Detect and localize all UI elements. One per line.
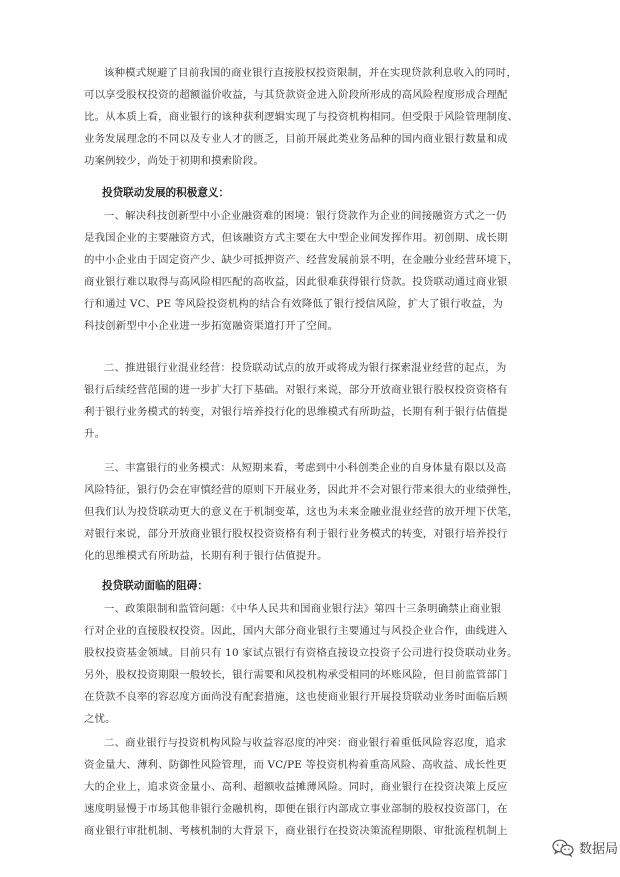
paragraph-line: 的中小企业由于固定资产少、缺少可抵押资产、经营发展前景不明，在金融分业经营环境下， [84, 254, 519, 266]
paragraph-line: 化的思维模式有所助益，长期有利于银行估值提升。 [84, 550, 328, 562]
paragraph-line: 商业银行审批机制、考核机制的大背景下，商业银行在投资决策流程期限、审批流程机制上 [84, 825, 508, 837]
paragraph-line: 行和通过 VC、PE 等风险投资机构的结合有效降低了银行授信风险，扩大了银行收益，为 [84, 298, 504, 310]
paragraph-line: 行对企业的直接股权投资。因此，国内大部分商业银行主要通过与风投企业合作，曲线进入 [84, 625, 508, 637]
paragraph-line: 三、丰富银行的业务模式：从短期来看，考虑到中小科创类企业的自身体量有限以及高 [104, 462, 507, 474]
paragraph-line: 速度明显慢于市场其他非银行金融机构，即便在银行内部成立事业部制的股权投资部门，在 [84, 803, 508, 815]
paragraph-line: 利于银行业务模式的转变，对银行培养投行化的思维模式有所助益，长期有利于银行估值提 [84, 406, 508, 418]
paragraph-3 [84, 357, 508, 445]
section-heading-benefits: 投贷联动发展的积极意义： [102, 187, 230, 199]
paragraph-line: 是我国企业的主要融资方式，但该融资方式主要在大中型企业间发挥作用。初创期、成长期 [84, 232, 508, 244]
paragraph-line: 二、推进银行业混业经营：投贷联动试点的放开或将成为银行探索混业经营的起点，为 [104, 362, 507, 374]
paragraph-line: 该种模式规避了目前我国的商业银行直接股权投资限制，并在实现贷款利息收入的同时， [104, 67, 518, 79]
paragraph-line: 可以享受股权投资的超额溢价收益，与其贷款资金进入阶段所形成的高风险程度形成合理配 [84, 89, 508, 101]
paragraph-2 [84, 205, 518, 337]
paragraph-line: 业务发展理念的不同以及专业人才的匮乏，目前开展此类业务品种的国内商业银行数量和成 [84, 133, 508, 145]
paragraph-line: 功案例较少，尚处于初期和摸索阶段。 [84, 155, 265, 167]
paragraph-5 [84, 598, 518, 730]
paragraph-line: 银行后续经营范围的进一步扩大打下基础。对银行来说，部分开放商业银行股权投资资格有 [84, 384, 508, 396]
paragraph-line: 在贷款不良率的容忍度方面尚没有配套措施，这也使商业银行开展投贷联动业务时面临后顾 [84, 691, 508, 703]
paragraph-line: 股权投资基金领域。目前只有 10 家试点银行有资格直接设立投资子公司进行投贷联动业务。 [84, 647, 518, 659]
paragraph-line: 但我们认为投贷联动更大的意义在于机制变革，这也为未来金融业混业经营的放开埋下伏笔， [84, 506, 519, 518]
watermark-text: 数据局 [579, 842, 619, 857]
paragraph-line: 对银行来说，部分开放商业银行股权投资资格有利于银行业务模式的转变，对银行培养投行 [84, 528, 508, 540]
paragraph-line: 二、商业银行与投资机构风险与收益容忍度的冲突：商业银行着重低风险容忍度，追求 [104, 737, 507, 749]
paragraph-4 [84, 457, 518, 567]
paragraph-line: 一、解决科技创新型中小企业融资难的困境：银行贷款作为企业的间接融资方式之一仍 [104, 210, 507, 222]
paragraph-1 [84, 62, 518, 172]
watermark [552, 838, 618, 857]
paragraph-line: 资金量大、薄利、防御性风险管理，而 VC/PE 等投资机构着重高风险、高收益、成长性更 [84, 759, 507, 771]
paragraph-line: 商业银行难以取得与高风险相匹配的高收益，因此很难获得银行贷款。投贷联动通过商业银 [84, 276, 508, 288]
wechat-icon [552, 839, 574, 857]
paragraph-line: 比。从本质上看，商业银行的该种获利逻辑实现了与投资机构相同。但受限于风险管理制度、 [84, 111, 519, 123]
section-heading-obstacles: 投贷联动面临的阻碍： [102, 580, 208, 592]
paragraph-line: 另外，股权投资期限一般较长，银行需要和风投机构承受相同的坏账风险，但目前监管部门 [84, 669, 508, 681]
paragraph-line: 之忧。 [84, 713, 116, 725]
paragraph-line: 一、政策限制和监管问题：《中华人民共和国商业银行法》第四十三条明确禁止商业银 [104, 603, 502, 615]
paragraph-line: 大的企业上，追求资金量小、高利、超额收益摊薄风险。同时，商业银行在投资决策上反应 [84, 781, 508, 793]
paragraph-line: 风险特征，银行仍会在审慎经营的原则下开展业务，因此并不会对银行带来很大的业绩弹性， [84, 484, 519, 496]
paragraph-6 [84, 732, 508, 842]
paragraph-line: 科技创新型中小企业进一步拓宽融资渠道打开了空间。 [84, 320, 339, 332]
paragraph-line: 升。 [84, 428, 106, 440]
